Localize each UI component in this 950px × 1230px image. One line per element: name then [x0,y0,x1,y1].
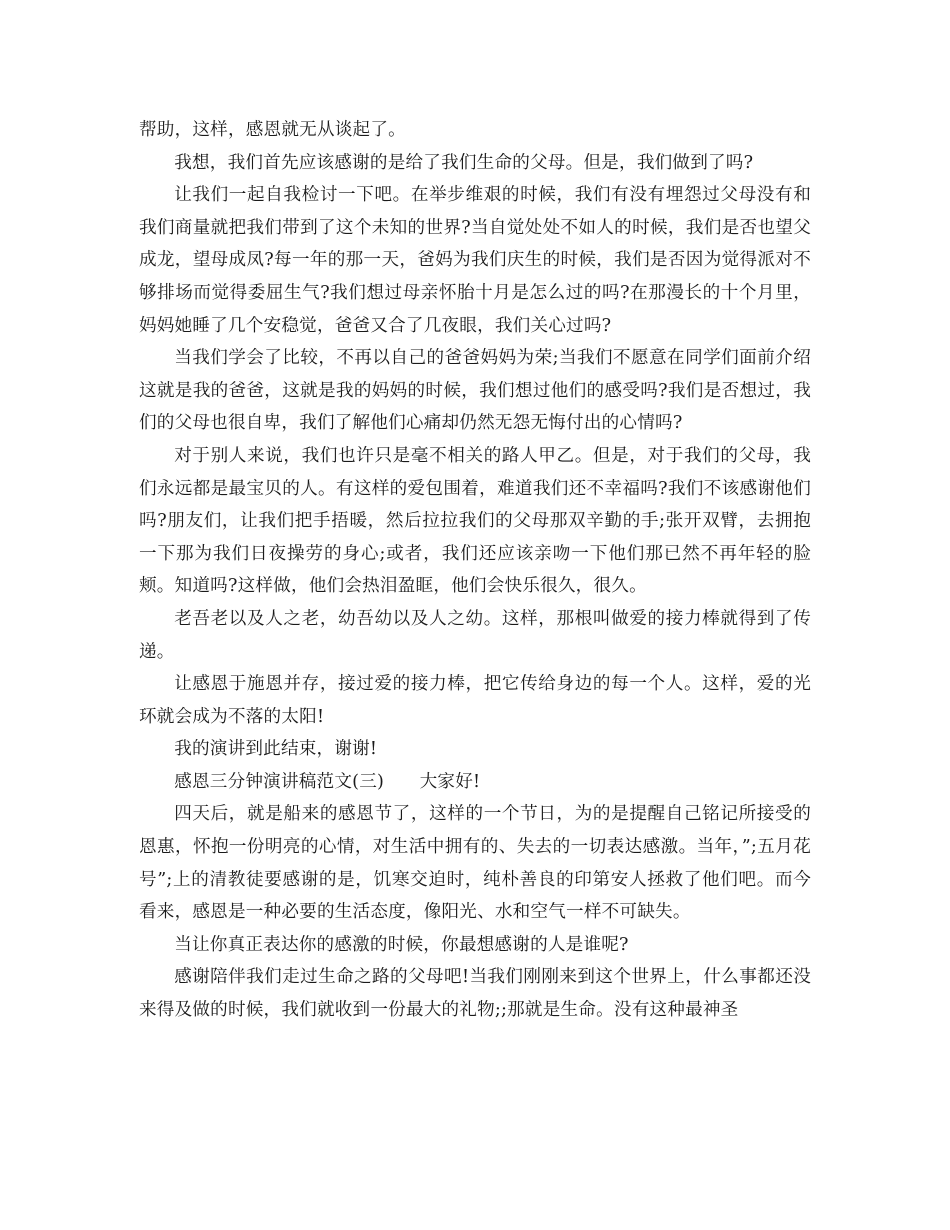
paragraph: 老吾老以及人之老，幼吾幼以及人之幼。这样，那根叫做爱的接力棒就得到了传递。 [139,608,811,662]
paragraph: 感谢陪伴我们走过生命之路的父母吧!当我们刚刚来到这个世界上，什么事都还没来得及做的时候，我们就收到一份最大的礼物;;那就是生命。没有这种最神圣 [139,967,811,1021]
paragraph-continued: 帮助，这样，感恩就无从谈起了。 [139,120,406,140]
paragraph: 对于别人来说，我们也许只是毫不相关的路人甲乙。但是，对于我们的父母，我们永远都是最宝贝的人。有这样的爱包围着，难道我们还不幸福吗?我们不该感谢他们吗?朋友们，让我们把手捂暖，然后拉拉我们的父母那双辛勤的手;张开双臂，去拥抱一下那为我们日夜操劳的身心;或者，我们还应该亲吻一下他们那已然不再年轻的脸颊。知道吗?这样做，他们会热泪盈眶，他们会快乐很久，很久。 [139,445,811,597]
paragraph: 当我们学会了比较，不再以自己的爸爸妈妈为荣;当我们不愿意在同学们面前介绍这就是我的爸爸，这就是我的妈妈的时候，我们想过他们的感受吗?我们是否想过，我们的父母也很自卑，我们了解他们心痛却仍然无怨无悔付出的心情吗? [139,348,811,434]
paragraph: 让我们一起自我检讨一下吧。在举步维艰的时候，我们有没有埋怨过父母没有和我们商量就把我们带到了这个未知的世界?当自觉处处不如人的时候，我们是否也望父成龙，望母成凤?每一年的那一天，爸妈为我们庆生的时候，我们是否因为觉得派对不够排场而觉得委屈生气?我们想过母亲怀胎十月是怎么过的吗?在那漫长的十个月里，妈妈她睡了几个安稳觉，爸爸又合了几夜眼，我们关心过吗? [139,185,811,336]
paragraph: 当让你真正表达你的感激的时候，你最想感谢的人是谁呢? [174,934,629,955]
paragraph: 我想，我们首先应该感谢的是给了我们生命的父母。但是，我们做到了吗? [174,152,754,173]
paragraph: 四天后，就是船来的感恩节了，这样的一个节日，为的是提醒自己铭记所接受的恩惠，怀抱一份明亮的心情，对生活中拥有的、失去的一切表达感激。当年，”;五月花号”;上的清教徒要感谢的是，饥寒交迫时，纯朴善良的印第安人拯救了他们吧。而今看来，感恩是一种必要的生活态度，像阳光、水和空气一样不可缺失。 [139,804,811,923]
paragraph: 我的演讲到此结束，谢谢! [174,739,378,760]
section-heading: 感恩三分钟演讲稿范文(三) 大家好! [174,771,481,792]
paragraph: 让感恩于施恩并存，接过爱的接力棒，把它传给身边的每一个人。这样，爱的光环就会成为不落的太阳! [139,674,811,727]
document-body [139,114,811,1027]
